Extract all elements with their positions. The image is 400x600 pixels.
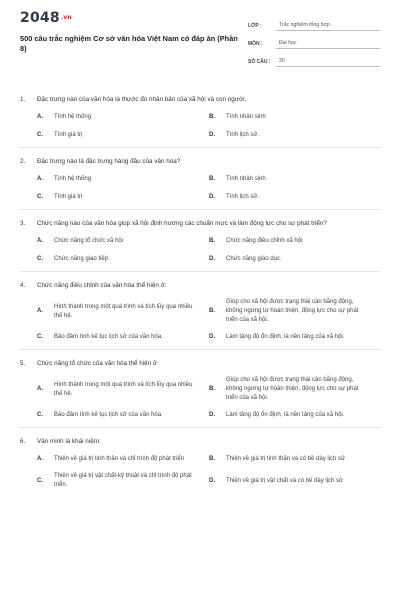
option-text: Bảo đảm tính kế tục lịch sử của văn hóa. bbox=[54, 334, 163, 340]
option-text: Hình thành trong một quá trình và tích lũy qua nhiều thế hệ. bbox=[54, 303, 193, 319]
option-b[interactable] bbox=[209, 174, 381, 185]
meta-value: Trắc nghiệm tổng hợp bbox=[276, 22, 380, 31]
option-letter: D. bbox=[209, 477, 215, 484]
option-text: Hình thành trong một quá trình và tích lũy qua nhiều thế hệ. bbox=[54, 381, 193, 397]
option-text: Bảo đảm tính kế tục lịch sử của văn hóa. bbox=[54, 412, 163, 418]
logo-suffix: .vn bbox=[60, 14, 72, 21]
meta-value: Đại học bbox=[276, 40, 380, 49]
option-letter: B. bbox=[209, 386, 215, 392]
option-d[interactable] bbox=[209, 332, 381, 343]
option-text: Giúp cho xã hội được trạng thái cân bằng động, không ngừng tự hoàn thiện, động lực cho sự phát triển của xã hội. bbox=[226, 299, 359, 323]
option-grid bbox=[20, 454, 380, 490]
question-text bbox=[20, 219, 380, 228]
option-text: Làm tảng độ ổn định, là nền tảng của xã hội. bbox=[226, 412, 345, 418]
option-letter: B. bbox=[209, 456, 215, 462]
question-item bbox=[20, 148, 380, 210]
document-title: 500 câu trắc nghiệm Cơ sở văn hóa Việt Nam có đáp án (Phần 8) bbox=[20, 34, 238, 53]
option-d[interactable] bbox=[209, 472, 381, 490]
option-text: Tính nhân sinh bbox=[226, 176, 266, 182]
option-letter: B. bbox=[209, 308, 215, 314]
option-d[interactable] bbox=[209, 192, 381, 203]
question-body: Đặc trưng nào của văn hóa là thước đo nhân bản của xã hội và con người. bbox=[37, 96, 247, 103]
site-logo[interactable] bbox=[20, 10, 245, 26]
option-letter: C. bbox=[37, 412, 43, 418]
meta-row-count bbox=[248, 52, 380, 67]
option-b[interactable] bbox=[209, 112, 381, 123]
document-header bbox=[20, 10, 380, 82]
option-grid bbox=[20, 298, 380, 343]
question-text bbox=[20, 95, 380, 104]
option-text: Tính giá trị bbox=[54, 132, 83, 138]
option-letter: D. bbox=[209, 334, 215, 340]
option-text: Chức năng tổ chức xã hội bbox=[54, 238, 124, 244]
option-c[interactable] bbox=[37, 332, 209, 343]
option-a[interactable] bbox=[37, 236, 209, 247]
option-letter: A. bbox=[37, 114, 43, 120]
option-text: Thiên về giá trị vật chất-kỹ thuật và chỉ trình độ phát triển. bbox=[54, 473, 192, 488]
option-letter: C. bbox=[37, 334, 43, 340]
option-letter: D. bbox=[209, 132, 215, 138]
option-a[interactable] bbox=[37, 298, 209, 325]
option-b[interactable] bbox=[209, 236, 381, 247]
question-item bbox=[20, 210, 380, 272]
option-b[interactable] bbox=[209, 376, 381, 403]
option-letter: B. bbox=[209, 114, 215, 120]
option-text: Chức năng điều chỉnh xã hội bbox=[226, 238, 303, 244]
question-text bbox=[20, 359, 380, 368]
question-number: 6. bbox=[20, 438, 26, 445]
question-text bbox=[20, 281, 380, 290]
question-item bbox=[20, 428, 380, 496]
option-a[interactable] bbox=[37, 174, 209, 185]
question-item bbox=[20, 272, 380, 350]
option-letter: C. bbox=[37, 194, 43, 200]
option-text: Thiên về giá trị tinh thần và chỉ trình độ phát triển bbox=[54, 456, 185, 462]
option-a[interactable] bbox=[37, 454, 209, 465]
option-grid bbox=[20, 376, 380, 421]
document-meta bbox=[248, 10, 380, 82]
option-text: Làm tảng độ ổn định, là nền tảng của xã hội. bbox=[226, 334, 345, 340]
question-item bbox=[20, 86, 380, 148]
option-c[interactable] bbox=[37, 192, 209, 203]
option-letter: A. bbox=[37, 386, 43, 392]
question-text bbox=[20, 157, 380, 166]
question-list bbox=[20, 86, 380, 496]
option-text: Thiên về giá trị tinh thần và có bề dày lịch sử bbox=[226, 456, 346, 462]
question-body: Chức năng tổ chức của văn hóa thể hiện ở bbox=[37, 360, 158, 367]
question-body: Chức năng điều chỉnh của văn hóa thể hiện ở: bbox=[37, 282, 167, 289]
option-d[interactable] bbox=[209, 410, 381, 421]
option-text: Thiên về giá trị vật chất và có bề dày lịch sử bbox=[226, 477, 344, 484]
option-c[interactable] bbox=[37, 130, 209, 141]
option-letter: A. bbox=[37, 308, 43, 314]
header-left bbox=[20, 10, 245, 82]
option-letter: A. bbox=[37, 238, 43, 244]
option-letter: D. bbox=[209, 256, 215, 262]
option-c[interactable] bbox=[37, 410, 209, 421]
option-letter: C. bbox=[37, 477, 43, 484]
question-number: 1. bbox=[20, 96, 26, 103]
option-c[interactable] bbox=[37, 472, 209, 490]
option-text: Tính hệ thống bbox=[54, 176, 92, 182]
question-number: 5. bbox=[20, 360, 26, 367]
question-body: Đặc trưng nào là đặc trưng hàng đầu của văn hóa? bbox=[37, 158, 181, 165]
option-text: Chức năng giáo dục. bbox=[226, 256, 282, 262]
option-text: Tính giá trị bbox=[54, 194, 83, 200]
option-a[interactable] bbox=[37, 112, 209, 123]
option-text: Chức năng giao tiếp bbox=[54, 256, 109, 262]
option-text: Tính hệ thống bbox=[54, 114, 92, 120]
option-text: Tính lịch sử. bbox=[226, 132, 260, 138]
question-item bbox=[20, 350, 380, 428]
option-c[interactable] bbox=[37, 254, 209, 265]
option-text: Giúp cho xã hội được trạng thái cân bằng động, không ngừng tự hoàn thiện, động lực cho sự phát triển của xã hội. bbox=[226, 377, 359, 401]
option-letter: A. bbox=[37, 176, 43, 182]
option-letter: C. bbox=[37, 256, 43, 262]
option-grid bbox=[20, 112, 380, 141]
option-grid bbox=[20, 236, 380, 265]
option-grid bbox=[20, 174, 380, 203]
option-text: Tính lịch sử. bbox=[226, 194, 260, 200]
question-number: 2. bbox=[20, 158, 26, 165]
meta-label: MÔN : bbox=[248, 41, 263, 47]
meta-value: 30 bbox=[276, 58, 380, 67]
logo-text: 2048 bbox=[20, 10, 60, 26]
option-letter: A. bbox=[37, 456, 43, 462]
question-body: Chức năng nào của văn hóa giúp xã hội định hướng các chuẩn mực và làm động lực cho sự phát triển? bbox=[37, 220, 327, 227]
meta-row-subject bbox=[248, 34, 380, 49]
option-letter: D. bbox=[209, 194, 215, 200]
option-d[interactable] bbox=[209, 130, 381, 141]
option-b[interactable] bbox=[209, 454, 381, 465]
question-number: 4. bbox=[20, 282, 26, 289]
option-letter: B. bbox=[209, 176, 215, 182]
meta-row-class bbox=[248, 16, 380, 31]
option-letter: C. bbox=[37, 132, 43, 138]
option-text: Tính nhân sinh bbox=[226, 114, 266, 120]
meta-label: SỐ CÂU : bbox=[248, 59, 271, 65]
option-d[interactable] bbox=[209, 254, 381, 265]
question-text bbox=[20, 437, 380, 446]
question-body: Văn minh là khái niệm: bbox=[37, 438, 101, 445]
option-b[interactable] bbox=[209, 298, 381, 325]
option-letter: B. bbox=[209, 238, 215, 244]
question-number: 3. bbox=[20, 220, 26, 227]
meta-label: LỚP : bbox=[248, 23, 262, 29]
option-a[interactable] bbox=[37, 376, 209, 403]
option-letter: D. bbox=[209, 412, 215, 418]
